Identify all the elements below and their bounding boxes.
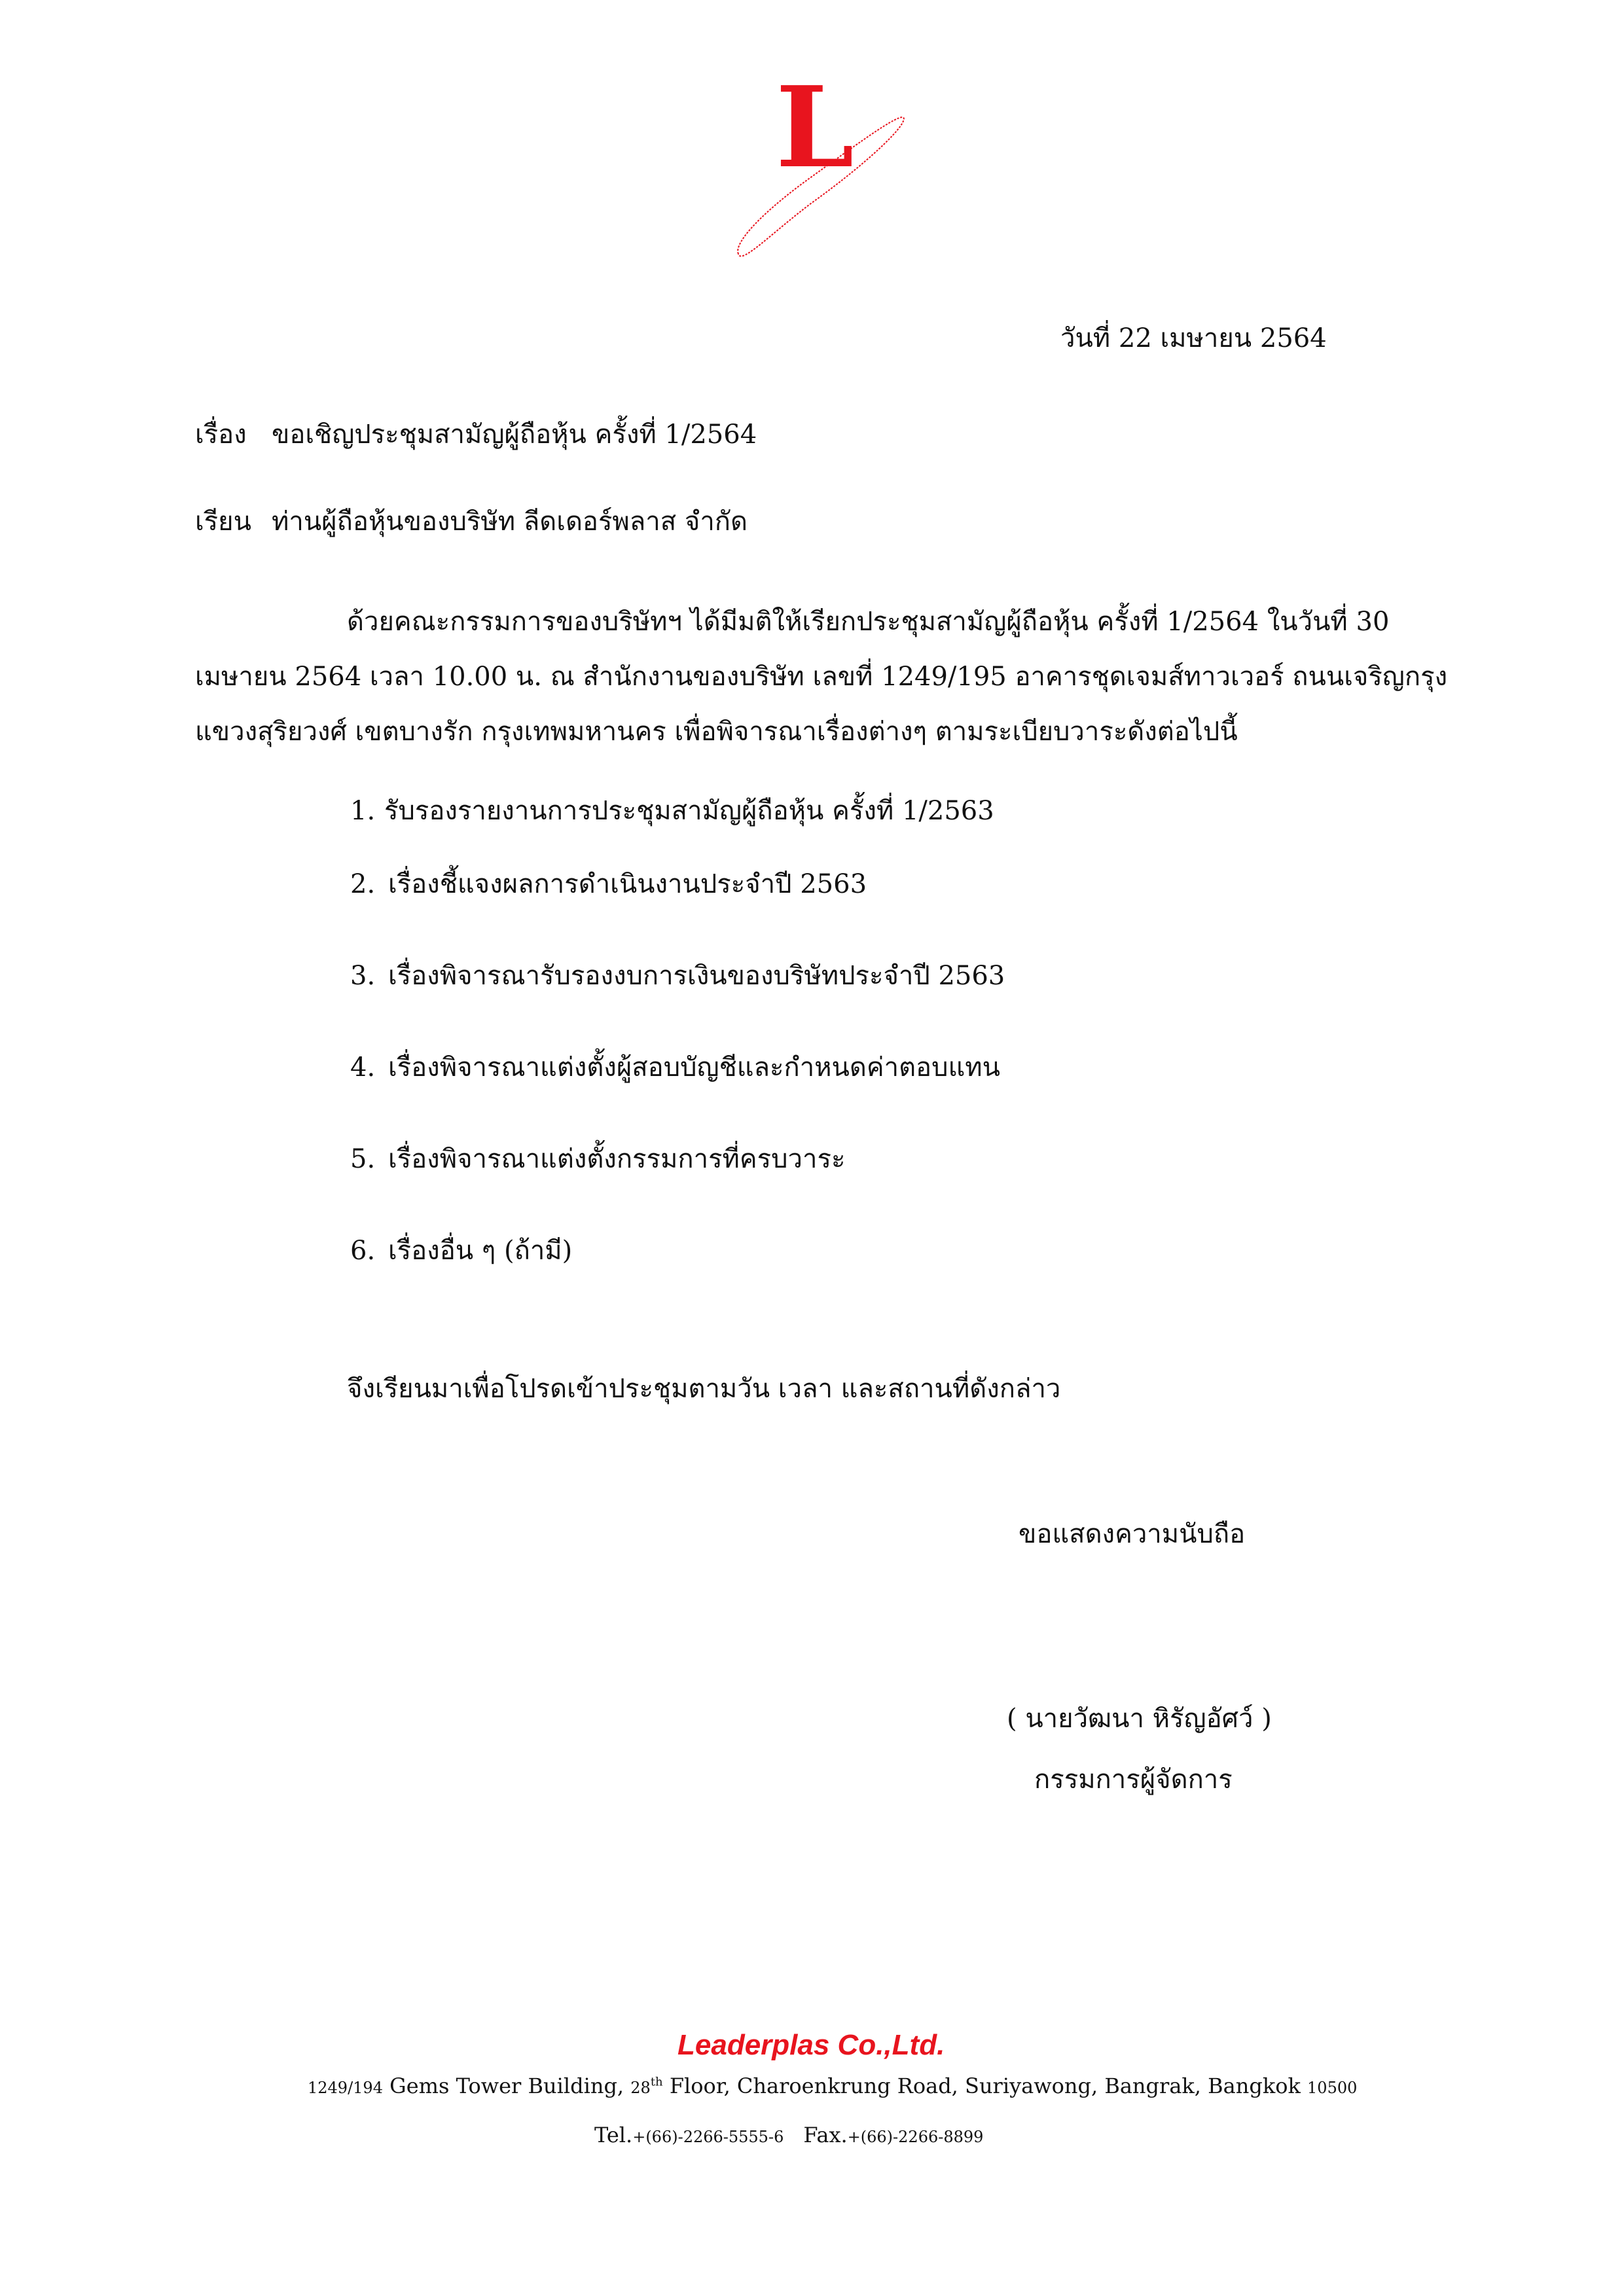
agenda-text: เรื่องพิจารณารับรองงบการเงินของบริษัทประจำปี 2563 (388, 961, 1005, 991)
company-logo (727, 62, 923, 268)
regards: ขอแสดงความนับถือ (1019, 1519, 1246, 1549)
agenda-number: 3. (350, 961, 376, 991)
recipient-label: เรียน (195, 507, 251, 537)
agenda-item (350, 1143, 845, 1175)
logo-letter: L (776, 62, 854, 193)
agenda-text: เรื่องพิจารณาแต่งตั้งกรรมการที่ครบวาระ (388, 1144, 846, 1174)
footer-address (308, 2073, 1357, 2098)
agenda-text: เรื่องอื่น ๆ (ถ้ามี) (388, 1236, 573, 1266)
body-line: ด้วยคณะกรรมการของบริษัทฯ ได้มีมติให้เรียกประชุมสามัญผู้ถือหุ้น ครั้งที่ 1/2564 ในวันที่ 30 (347, 607, 1390, 637)
recipient-text: ท่านผู้ถือหุ้นของบริษัท ลีดเดอร์พลาส จำกัด (272, 507, 748, 537)
subject-label: เรื่อง (195, 420, 247, 450)
agenda-item (350, 960, 1005, 992)
agenda-number: 5. (350, 1144, 376, 1174)
agenda-number: 4. (350, 1052, 376, 1083)
signatory-position: กรรมการผู้จัดการ (1034, 1765, 1233, 1795)
address-postcode: 10500 (1307, 2079, 1358, 2097)
agenda-text: เรื่องชี้แจงผลการดำเนินงานประจำปี 2563 (388, 869, 867, 899)
tel-label: Tel. (594, 2123, 633, 2147)
letter-date: วันที่ 22 เมษายน 2564 (1060, 323, 1327, 353)
fax-number: +(66)-2266-8899 (847, 2128, 984, 2146)
agenda-text: เรื่องพิจารณาแต่งตั้งผู้สอบบัญชีและกำหนดค่าตอบแทน (388, 1052, 1000, 1083)
agenda-text: รับรองรายงานการประชุมสามัญผู้ถือหุ้น ครั้งที่ 1/2563 (384, 796, 994, 826)
address-rest: Floor, Charoenkrung Road, Suriyawong, Bangrak, Bangkok (662, 2073, 1308, 2098)
body-line: แขวงสุริยวงศ์ เขตบางรัก กรุงเทพมหานคร เพื่อพิจารณาเรื่องต่างๆ ตามระเบียบวาระดังต่อไปนี้ (195, 717, 1238, 747)
agenda-number: 1. (350, 796, 376, 826)
signatory-name: ( นายวัฒนา หิรัญอัศว์ ) (1007, 1704, 1272, 1734)
address-floor-number: 28 (630, 2079, 651, 2097)
body-paragraph (195, 594, 1448, 759)
agenda-item (350, 869, 867, 900)
closing-sentence: จึงเรียนมาเพื่อโปรดเข้าประชุมตามวัน เวลา และสถานที่ดังกล่าว (347, 1374, 1061, 1404)
agenda-number: 6. (350, 1236, 376, 1266)
address-number: 1249/194 (308, 2079, 383, 2097)
fax-label: Fax. (803, 2123, 848, 2147)
subject-text: ขอเชิญประชุมสามัญผู้ถือหุ้น ครั้งที่ 1/2564 (272, 420, 757, 450)
agenda-item (350, 795, 994, 827)
agenda-number: 2. (350, 869, 376, 899)
body-line: เมษายน 2564 เวลา 10.00 น. ณ สำนักงานของบริษัท เลขที่ 1249/195 อาคารชุดเจมส์ทาวเวอร์ ถนนเจริญกรุง (195, 662, 1448, 692)
agenda-item (350, 1052, 1000, 1083)
agenda-item (350, 1235, 572, 1266)
footer-contact (594, 2123, 983, 2147)
address-floor-suffix: th (650, 2075, 663, 2089)
address-building: Gems Tower Building, (382, 2073, 631, 2098)
tel-number: +(66)-2266-5555-6 (632, 2128, 784, 2146)
footer-company-name: Leaderplas Co.,Ltd. (677, 2029, 945, 2061)
